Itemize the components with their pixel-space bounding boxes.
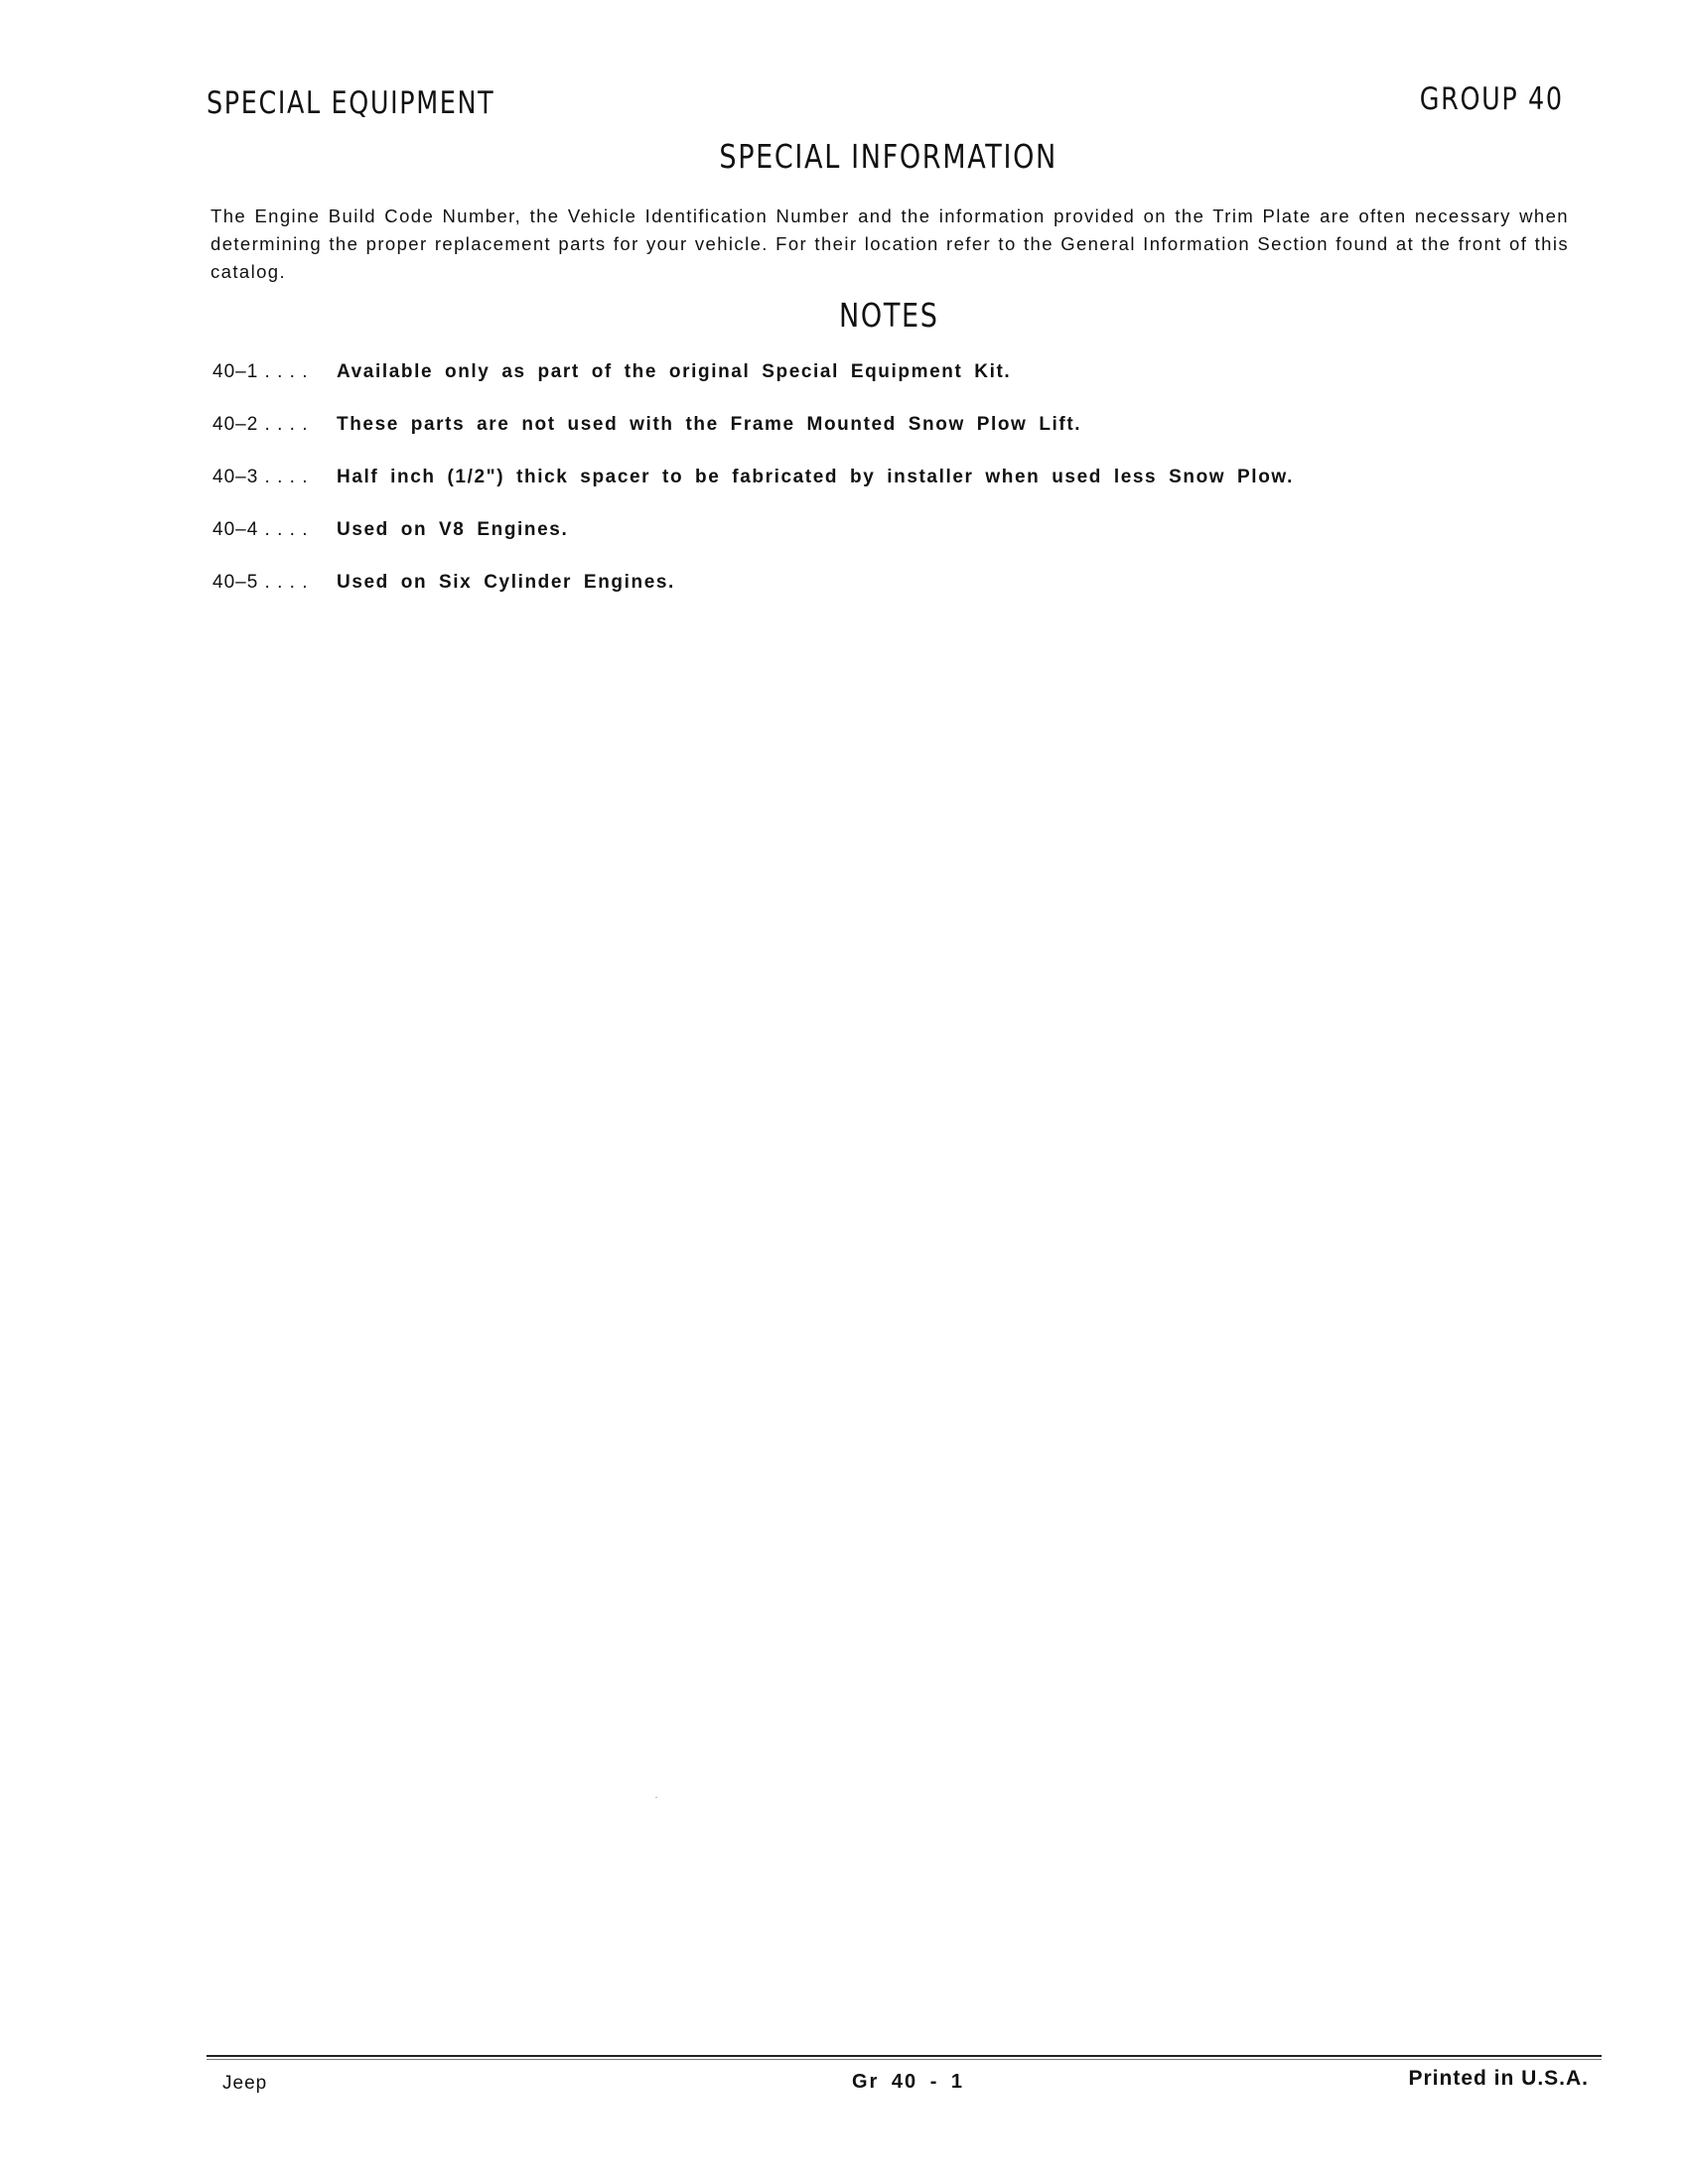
scan-speck bbox=[655, 1797, 657, 1798]
special-information-title bbox=[0, 137, 1688, 176]
note-code: 40–1 . . . . bbox=[212, 361, 309, 382]
note-text: Used on V8 Engines. bbox=[337, 519, 569, 540]
note-code: 40–5 . . . . bbox=[212, 572, 309, 593]
section-header: SPECIAL EQUIPMENT bbox=[207, 85, 495, 121]
note-item bbox=[212, 467, 1503, 519]
note-item bbox=[212, 572, 1503, 624]
notes-list bbox=[212, 361, 1503, 624]
note-item bbox=[212, 361, 1503, 414]
note-text: Available only as part of the original Special Equipment Kit. bbox=[337, 361, 1012, 382]
note-code: 40–4 . . . . bbox=[212, 519, 309, 540]
notes-title-text: NOTES bbox=[838, 296, 939, 335]
group-number: GROUP 40 bbox=[1420, 81, 1564, 117]
note-text: Used on Six Cylinder Engines. bbox=[337, 572, 675, 593]
printed-in: Printed in U.S.A. bbox=[1408, 2067, 1589, 2090]
footer-brand: Jeep bbox=[222, 2073, 268, 2094]
footer-divider bbox=[207, 2055, 1602, 2057]
special-information-body: The Engine Build Code Number, the Vehicle Identification Number and the information provided on the Trim Plate are often necessary when determining the proper replacement parts for your vehicle. For their location refer to the General Information Section found at the front of this catalog. bbox=[211, 205, 1569, 282]
notes-title bbox=[0, 296, 1688, 335]
special-information-title-text: SPECIAL INFORMATION bbox=[719, 137, 1058, 176]
page-number: Gr 40 - 1 bbox=[852, 2071, 965, 2093]
note-item bbox=[212, 414, 1503, 467]
note-text: These parts are not used with the Frame Mounted Snow Plow Lift. bbox=[337, 414, 1082, 435]
note-code: 40–3 . . . . bbox=[212, 467, 309, 487]
note-text: Half inch (1/2") thick spacer to be fabricated by installer when used less Snow Plow. bbox=[337, 467, 1294, 487]
note-code: 40–2 . . . . bbox=[212, 414, 309, 435]
footer-divider-thin bbox=[207, 2059, 1602, 2060]
note-item bbox=[212, 519, 1503, 572]
